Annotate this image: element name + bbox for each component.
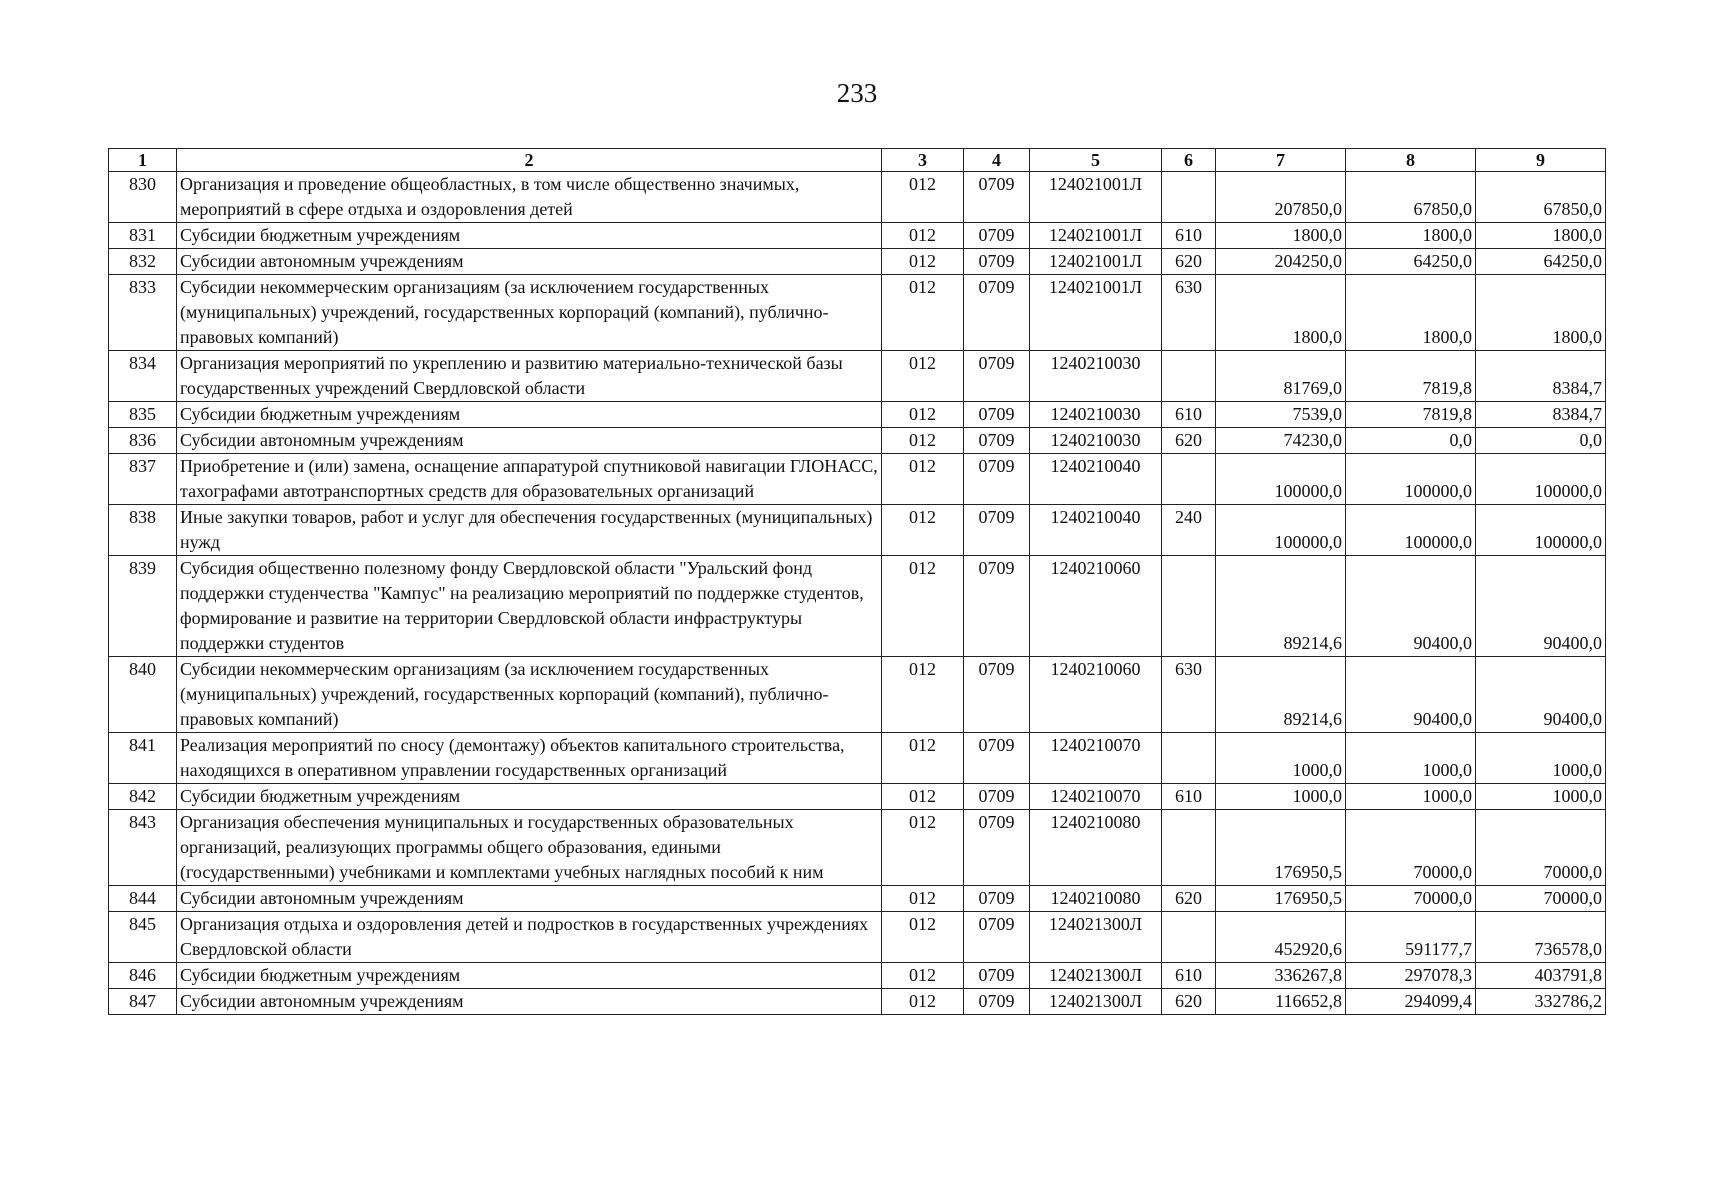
amount-col-8: 100000,0 [1346, 454, 1476, 505]
row-name: Организация отдыха и оздоровления детей и подростков в государственных учреждениях Свердловской области [177, 912, 882, 963]
row-number: 845 [109, 912, 177, 963]
amount-col-8: 1800,0 [1346, 275, 1476, 351]
row-number: 844 [109, 886, 177, 912]
table-row [109, 989, 1606, 1015]
expense-type-code: 630 [1162, 657, 1216, 733]
row-name: Субсидия общественно полезному фонду Свердловской области "Уральский фонд поддержки студенчества "Кампус" на реализацию мероприятий по поддержке студентов, формирование и развитие на территории Свердловской области инфраструктуры поддержки студентов [177, 556, 882, 657]
section-code: 0709 [964, 454, 1030, 505]
amount-col-7: 176950,5 [1216, 886, 1346, 912]
amount-col-8: 0,0 [1346, 428, 1476, 454]
page-number: 233 [836, 78, 878, 108]
target-article-code: 124021300Л [1030, 912, 1162, 963]
row-name: Организация и проведение общеобластных, в том числе общественно значимых, мероприятий в сфере отдыха и оздоровления детей [177, 172, 882, 223]
header-col-4: 4 [964, 149, 1030, 172]
row-number: 838 [109, 505, 177, 556]
header-col-5: 5 [1030, 149, 1162, 172]
table-row [109, 657, 1606, 733]
row-number: 836 [109, 428, 177, 454]
amount-col-8: 67850,0 [1346, 172, 1476, 223]
target-article-code: 1240210080 [1030, 886, 1162, 912]
section-code: 0709 [964, 428, 1030, 454]
table-row [109, 733, 1606, 784]
target-article-code: 1240210030 [1030, 402, 1162, 428]
amount-col-8: 7819,8 [1346, 351, 1476, 402]
amount-col-9: 403791,8 [1476, 963, 1606, 989]
section-code: 0709 [964, 989, 1030, 1015]
amount-col-9: 70000,0 [1476, 810, 1606, 886]
table-row [109, 556, 1606, 657]
section-code: 0709 [964, 963, 1030, 989]
table-row [109, 810, 1606, 886]
row-name: Приобретение и (или) замена, оснащение аппаратурой спутниковой навигации ГЛОНАСС, тахографами автотранспортных средств для образовательных организаций [177, 454, 882, 505]
amount-col-9: 736578,0 [1476, 912, 1606, 963]
amount-col-8: 591177,7 [1346, 912, 1476, 963]
amount-col-7: 100000,0 [1216, 505, 1346, 556]
row-number: 839 [109, 556, 177, 657]
expense-type-code: 620 [1162, 989, 1216, 1015]
amount-col-7: 1800,0 [1216, 223, 1346, 249]
row-name: Иные закупки товаров, работ и услуг для обеспечения государственных (муниципальных) нужд [177, 505, 882, 556]
admin-code: 012 [882, 989, 964, 1015]
header-col-1: 1 [109, 149, 177, 172]
target-article-code: 1240210030 [1030, 351, 1162, 402]
admin-code: 012 [882, 172, 964, 223]
header-col-8: 8 [1346, 149, 1476, 172]
amount-col-9: 1800,0 [1476, 223, 1606, 249]
amount-col-8: 90400,0 [1346, 657, 1476, 733]
amount-col-9: 8384,7 [1476, 351, 1606, 402]
amount-col-7: 116652,8 [1216, 989, 1346, 1015]
table-row [109, 454, 1606, 505]
expense-type-code [1162, 172, 1216, 223]
target-article-code: 1240210080 [1030, 810, 1162, 886]
amount-col-9: 1000,0 [1476, 733, 1606, 784]
row-name: Субсидии автономным учреждениям [177, 249, 882, 275]
amount-col-9: 0,0 [1476, 428, 1606, 454]
row-number: 841 [109, 733, 177, 784]
amount-col-8: 1000,0 [1346, 733, 1476, 784]
row-number: 846 [109, 963, 177, 989]
row-number: 832 [109, 249, 177, 275]
amount-col-7: 1000,0 [1216, 784, 1346, 810]
admin-code: 012 [882, 657, 964, 733]
section-code: 0709 [964, 223, 1030, 249]
target-article-code: 124021001Л [1030, 249, 1162, 275]
expense-type-code: 620 [1162, 886, 1216, 912]
amount-col-7: 7539,0 [1216, 402, 1346, 428]
amount-col-8: 297078,3 [1346, 963, 1476, 989]
admin-code: 012 [882, 784, 964, 810]
expense-type-code: 620 [1162, 428, 1216, 454]
header-col-9: 9 [1476, 149, 1606, 172]
amount-col-8: 1000,0 [1346, 784, 1476, 810]
header-col-3: 3 [882, 149, 964, 172]
admin-code: 012 [882, 505, 964, 556]
table-body [109, 172, 1606, 1015]
row-name: Субсидии бюджетным учреждениям [177, 784, 882, 810]
amount-col-9: 100000,0 [1476, 454, 1606, 505]
target-article-code: 1240210040 [1030, 454, 1162, 505]
amount-col-7: 176950,5 [1216, 810, 1346, 886]
table-row [109, 249, 1606, 275]
row-number: 831 [109, 223, 177, 249]
section-code: 0709 [964, 556, 1030, 657]
admin-code: 012 [882, 454, 964, 505]
amount-col-8: 294099,4 [1346, 989, 1476, 1015]
table-row [109, 351, 1606, 402]
admin-code: 012 [882, 810, 964, 886]
amount-col-9: 90400,0 [1476, 556, 1606, 657]
row-name: Субсидии бюджетным учреждениям [177, 223, 882, 249]
header-col-2: 2 [177, 149, 882, 172]
section-code: 0709 [964, 912, 1030, 963]
section-code: 0709 [964, 784, 1030, 810]
row-number: 835 [109, 402, 177, 428]
table-row [109, 428, 1606, 454]
table-row [109, 402, 1606, 428]
target-article-code: 124021001Л [1030, 223, 1162, 249]
row-name: Реализация мероприятий по сносу (демонтажу) объектов капитального строительства, находящихся в оперативном управлении государственных организаций [177, 733, 882, 784]
expense-type-code [1162, 810, 1216, 886]
target-article-code: 124021001Л [1030, 172, 1162, 223]
expense-type-code [1162, 912, 1216, 963]
section-code: 0709 [964, 351, 1030, 402]
admin-code: 012 [882, 963, 964, 989]
section-code: 0709 [964, 249, 1030, 275]
header-col-6: 6 [1162, 149, 1216, 172]
row-name: Субсидии автономным учреждениям [177, 428, 882, 454]
amount-col-8: 7819,8 [1346, 402, 1476, 428]
amount-col-8: 70000,0 [1346, 886, 1476, 912]
section-code: 0709 [964, 886, 1030, 912]
table-row [109, 172, 1606, 223]
admin-code: 012 [882, 912, 964, 963]
row-name: Субсидии автономным учреждениям [177, 886, 882, 912]
admin-code: 012 [882, 886, 964, 912]
amount-col-8: 70000,0 [1346, 810, 1476, 886]
section-code: 0709 [964, 657, 1030, 733]
row-number: 847 [109, 989, 177, 1015]
section-code: 0709 [964, 505, 1030, 556]
amount-col-7: 89214,6 [1216, 556, 1346, 657]
table-row [109, 275, 1606, 351]
section-code: 0709 [964, 810, 1030, 886]
admin-code: 012 [882, 351, 964, 402]
admin-code: 012 [882, 223, 964, 249]
section-code: 0709 [964, 733, 1030, 784]
expense-type-code [1162, 733, 1216, 784]
row-name: Организация мероприятий по укреплению и развитию материально-технической базы государственных учреждений Свердловской области [177, 351, 882, 402]
amount-col-7: 1000,0 [1216, 733, 1346, 784]
amount-col-7: 89214,6 [1216, 657, 1346, 733]
row-number: 837 [109, 454, 177, 505]
target-article-code: 124021300Л [1030, 989, 1162, 1015]
amount-col-9: 90400,0 [1476, 657, 1606, 733]
admin-code: 012 [882, 275, 964, 351]
row-number: 843 [109, 810, 177, 886]
amount-col-9: 64250,0 [1476, 249, 1606, 275]
admin-code: 012 [882, 556, 964, 657]
admin-code: 012 [882, 428, 964, 454]
header-col-7: 7 [1216, 149, 1346, 172]
budget-table [108, 148, 1606, 1015]
target-article-code: 1240210030 [1030, 428, 1162, 454]
header-row [109, 149, 1606, 172]
target-article-code: 1240210040 [1030, 505, 1162, 556]
table-row [109, 963, 1606, 989]
amount-col-9: 70000,0 [1476, 886, 1606, 912]
section-code: 0709 [964, 172, 1030, 223]
row-name: Субсидии бюджетным учреждениям [177, 402, 882, 428]
row-number: 833 [109, 275, 177, 351]
amount-col-8: 1800,0 [1346, 223, 1476, 249]
row-number: 840 [109, 657, 177, 733]
section-code: 0709 [964, 275, 1030, 351]
table-row [109, 886, 1606, 912]
target-article-code: 1240210070 [1030, 733, 1162, 784]
amount-col-7: 81769,0 [1216, 351, 1346, 402]
row-name: Субсидии некоммерческим организациям (за исключением государственных (муниципальных) учреждений, государственных корпораций (компаний), публично-правовых компаний) [177, 657, 882, 733]
row-name: Субсидии автономным учреждениям [177, 989, 882, 1015]
expense-type-code: 240 [1162, 505, 1216, 556]
amount-col-7: 204250,0 [1216, 249, 1346, 275]
amount-col-7: 336267,8 [1216, 963, 1346, 989]
row-name: Субсидии бюджетным учреждениям [177, 963, 882, 989]
expense-type-code: 610 [1162, 402, 1216, 428]
target-article-code: 1240210060 [1030, 556, 1162, 657]
section-code: 0709 [964, 402, 1030, 428]
expense-type-code: 610 [1162, 963, 1216, 989]
row-number: 842 [109, 784, 177, 810]
target-article-code: 124021300Л [1030, 963, 1162, 989]
admin-code: 012 [882, 733, 964, 784]
amount-col-7: 74230,0 [1216, 428, 1346, 454]
expense-type-code: 610 [1162, 784, 1216, 810]
amount-col-7: 452920,6 [1216, 912, 1346, 963]
expense-type-code: 620 [1162, 249, 1216, 275]
amount-col-7: 1800,0 [1216, 275, 1346, 351]
row-name: Субсидии некоммерческим организациям (за исключением государственных (муниципальных) учреждений, государственных корпораций (компаний), публично-правовых компаний) [177, 275, 882, 351]
amount-col-8: 100000,0 [1346, 505, 1476, 556]
expense-type-code: 610 [1162, 223, 1216, 249]
amount-col-8: 64250,0 [1346, 249, 1476, 275]
row-number: 830 [109, 172, 177, 223]
table-row [109, 784, 1606, 810]
target-article-code: 1240210070 [1030, 784, 1162, 810]
table-row [109, 223, 1606, 249]
amount-col-9: 1000,0 [1476, 784, 1606, 810]
admin-code: 012 [882, 402, 964, 428]
amount-col-9: 1800,0 [1476, 275, 1606, 351]
target-article-code: 124021001Л [1030, 275, 1162, 351]
amount-col-7: 100000,0 [1216, 454, 1346, 505]
table-header [109, 149, 1606, 172]
amount-col-9: 100000,0 [1476, 505, 1606, 556]
expense-type-code [1162, 351, 1216, 402]
expense-type-code [1162, 556, 1216, 657]
admin-code: 012 [882, 249, 964, 275]
expense-type-code: 630 [1162, 275, 1216, 351]
target-article-code: 1240210060 [1030, 657, 1162, 733]
amount-col-8: 90400,0 [1346, 556, 1476, 657]
amount-col-9: 332786,2 [1476, 989, 1606, 1015]
table-row [109, 912, 1606, 963]
table-row [109, 505, 1606, 556]
expense-type-code [1162, 454, 1216, 505]
amount-col-9: 8384,7 [1476, 402, 1606, 428]
amount-col-9: 67850,0 [1476, 172, 1606, 223]
row-number: 834 [109, 351, 177, 402]
amount-col-7: 207850,0 [1216, 172, 1346, 223]
row-name: Организация обеспечения муниципальных и государственных образовательных организаций, реализующих программы общего образования, едиными (государственными) учебниками и комплектами учебных наглядных пособий к ним [177, 810, 882, 886]
